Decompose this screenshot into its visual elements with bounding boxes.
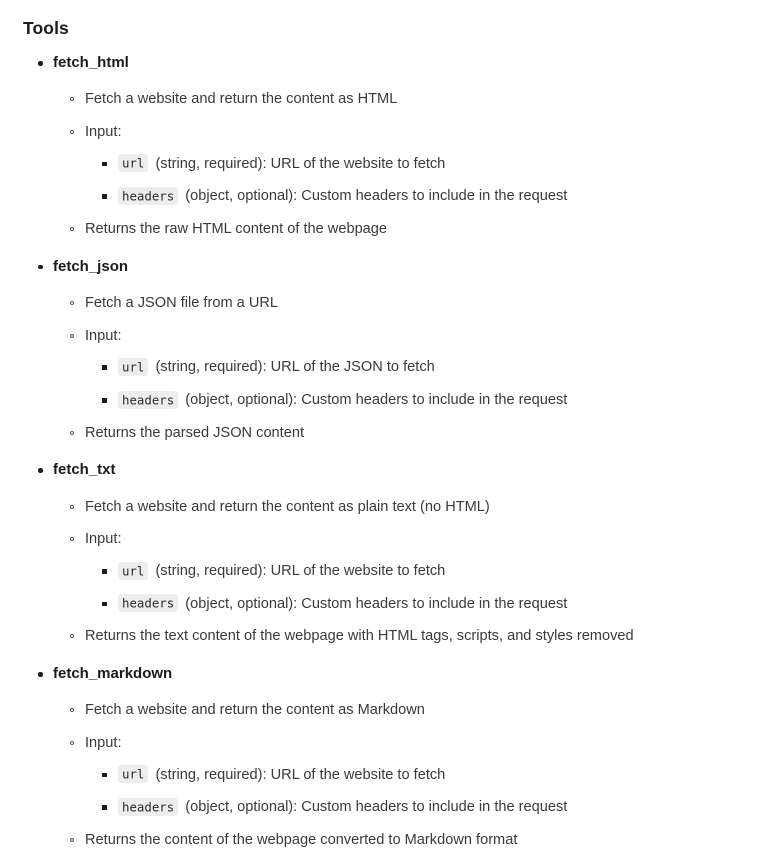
param-description: (object, optional): Custom headers to include in the request <box>181 188 568 205</box>
param-description: (string, required): URL of the website to fetch <box>151 766 446 783</box>
input-label-text: Input: <box>85 123 122 140</box>
param-name-code: headers <box>118 798 178 816</box>
page-title: Tools <box>23 18 69 38</box>
tool-returns: Returns the parsed JSON content <box>53 424 739 444</box>
param-description: (object, optional): Custom headers to include in the request <box>181 595 568 612</box>
tool-details-list <box>53 498 739 647</box>
param-name-code: url <box>118 154 148 172</box>
tool-entry <box>23 664 739 851</box>
tool-details-list <box>53 90 739 239</box>
param-description: (object, optional): Custom headers to include in the request <box>181 799 568 816</box>
param-name-code: headers <box>118 594 178 612</box>
tool-input-label <box>53 327 739 411</box>
tool-param <box>85 766 739 786</box>
tool-input-label <box>53 530 739 614</box>
param-name-code: headers <box>118 391 178 409</box>
tool-description: Fetch a JSON file from a URL <box>53 294 739 314</box>
tool-entry <box>23 257 739 444</box>
input-label-text: Input: <box>85 735 122 751</box>
tool-param <box>85 358 739 378</box>
tool-entry <box>23 53 739 240</box>
param-description: (string, required): URL of the website to fetch <box>151 563 446 579</box>
tool-name: fetch_html <box>53 54 129 71</box>
tool-params-list <box>85 358 739 410</box>
tool-returns: Returns the text content of the webpage with HTML tags, scripts, and styles removed <box>53 627 739 647</box>
param-name-code: url <box>118 562 148 580</box>
tool-param <box>85 187 739 207</box>
tool-description: Fetch a website and return the content as HTML <box>53 90 739 110</box>
tools-list <box>23 53 739 851</box>
tool-description: Fetch a website and return the content as plain text (no HTML) <box>53 498 739 518</box>
input-label-text: Input: <box>85 531 122 548</box>
tool-param <box>85 798 739 818</box>
param-description: (object, optional): Custom headers to include in the request <box>181 392 568 408</box>
tool-params-list <box>85 766 739 818</box>
tool-input-label <box>53 123 739 207</box>
tool-name: fetch_markdown <box>53 665 173 683</box>
tool-returns: Returns the content of the webpage converted to Markdown format <box>53 831 739 851</box>
param-description: (string, required): URL of the JSON to fetch <box>151 359 435 376</box>
tool-details-list <box>53 294 739 443</box>
tool-param <box>85 562 739 582</box>
tool-entry <box>23 460 739 647</box>
tool-params-list <box>85 562 739 614</box>
tool-param <box>85 595 739 615</box>
tool-description: Fetch a website and return the content as Markdown <box>53 701 739 721</box>
tool-returns: Returns the raw HTML content of the webpage <box>53 220 739 240</box>
param-name-code: headers <box>118 187 178 205</box>
tool-details-list <box>53 701 739 850</box>
tool-input-label <box>53 734 739 818</box>
tool-name: fetch_json <box>53 257 129 275</box>
tool-name: fetch_txt <box>53 461 116 479</box>
param-name-code: url <box>118 765 148 783</box>
param-name-code: url <box>118 358 148 376</box>
tool-param <box>85 391 739 411</box>
input-label-text: Input: <box>85 327 122 344</box>
tool-params-list <box>85 155 739 207</box>
param-description: (string, required): URL of the website to fetch <box>151 155 446 172</box>
tool-param <box>85 155 739 175</box>
